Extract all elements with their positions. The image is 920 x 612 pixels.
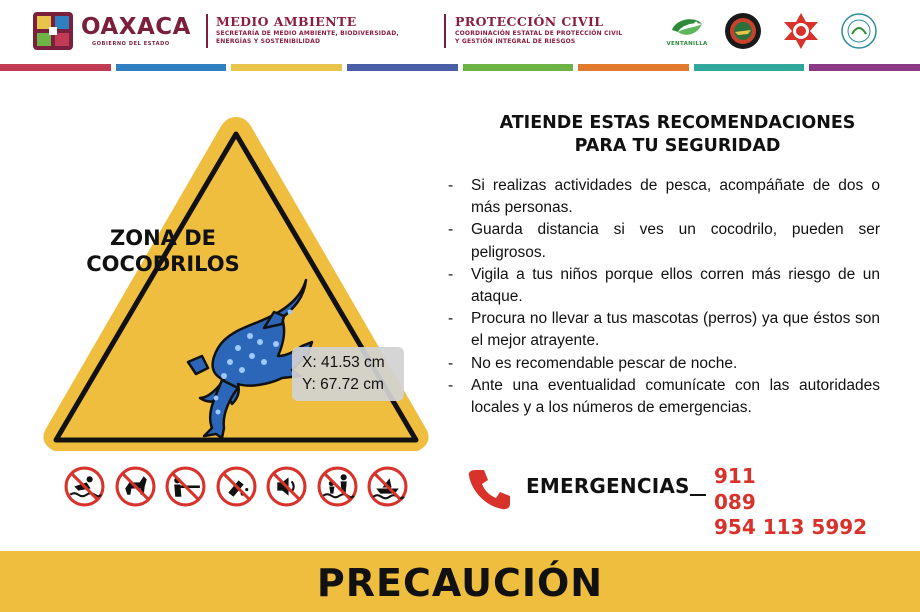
environment-subtitle-2: ENERGÍAS Y SOSTENIBILIDAD <box>216 38 321 45</box>
header <box>0 0 920 64</box>
bullet-dash: - <box>448 221 454 239</box>
emergency-number[interactable]: 089 <box>714 489 756 514</box>
government-name: OAXACA <box>81 14 191 40</box>
measurement-tooltip <box>292 347 404 401</box>
civil-protection-subtitle-2: Y GESTIÓN INTEGRAL DE RIESGOS <box>455 38 576 45</box>
footer-banner <box>0 551 920 612</box>
list-item: - Si realizas actividades de pesca, acompáñate de dos o más personas. <box>448 177 880 217</box>
no-swimming-icon <box>64 466 105 507</box>
list-item: - Vigila a tus niños porque ellos corren más riesgo de un ataque. <box>448 265 880 306</box>
color-stripe-bar <box>0 64 920 71</box>
color-stripe <box>231 64 342 71</box>
no-wading-icon <box>317 466 358 507</box>
environment-subtitle-1: SECRETARÍA DE MEDIO AMBIENTE, BIODIVERSIDAD, <box>216 30 399 37</box>
measurement-x: X: 41.53 cm <box>302 354 385 371</box>
color-stripe <box>116 64 227 71</box>
sign-line-2: COCODRILOS <box>86 252 240 276</box>
list-item: - Guarda distancia si ves un cocodrilo, pueden ser peligrosos. <box>448 221 880 261</box>
no-dogs-icon <box>115 466 156 507</box>
oaxaca-logo-icon <box>33 12 73 50</box>
partner-label: VENTANILLA <box>666 41 708 47</box>
phone-icon <box>466 466 512 512</box>
prohibition-icons <box>64 466 408 510</box>
bullet-dash: - <box>448 265 454 283</box>
header-divider <box>444 14 446 48</box>
sign-line-1: ZONA DE <box>110 226 216 250</box>
bullet-dash: - <box>448 376 454 394</box>
crocodile-warning-sign <box>38 112 434 458</box>
no-noise-icon <box>266 466 307 507</box>
no-boating-icon <box>367 466 408 507</box>
seal-logo-icon <box>724 12 762 50</box>
coordination-seal-logo-icon <box>840 12 878 50</box>
color-stripe <box>694 64 805 71</box>
color-stripe <box>463 64 574 71</box>
emergency-label: EMERGENCIAS <box>526 474 690 498</box>
emergency-number[interactable]: 954 113 5992 <box>714 515 868 539</box>
no-feeding-icon <box>216 466 257 507</box>
measurement-y: Y: 67.72 cm <box>302 376 384 393</box>
bullet-dash: - <box>448 177 454 194</box>
bullet-dash: - <box>448 310 454 328</box>
recommendations-title-line-2: PARA TU SEGURIDAD <box>574 136 781 156</box>
color-stripe <box>347 64 458 71</box>
emergency-numbers <box>714 464 867 541</box>
no-hunting-icon <box>165 466 206 507</box>
color-stripe <box>0 64 111 71</box>
list-item: - Ante una eventualidad comunícate con las autoridades locales y a los números de emergencias. <box>448 376 880 417</box>
firefighters-logo-icon <box>782 12 820 50</box>
color-stripe <box>809 64 920 71</box>
list-item: - Procura no llevar a tus mascotas (perros) ya que éstos son el mejor atrayente. <box>448 310 880 350</box>
bullet-dash: - <box>448 354 454 372</box>
header-divider <box>206 14 208 48</box>
color-stripe <box>578 64 689 71</box>
emergency-number[interactable]: 911 <box>714 464 756 488</box>
recommendations-title <box>450 112 905 158</box>
civil-protection-subtitle-1: COORDINACIÓN ESTATAL DE PROTECCIÓN CIVIL <box>455 30 623 37</box>
list-item: - No es recomendable pescar de noche. <box>446 353 880 375</box>
environment-title: MEDIO AMBIENTE <box>216 14 357 29</box>
government-subtitle: GOBIERNO DEL ESTADO <box>92 41 170 47</box>
footer-text: PRECAUCIÓN <box>316 561 604 605</box>
emergency-underline <box>690 494 706 496</box>
civil-protection-title: PROTECCIÓN CIVIL <box>455 14 604 29</box>
recommendations-list <box>446 175 880 419</box>
recommendations-title-line-1: ATIENDE ESTAS RECOMENDACIONES <box>499 113 856 133</box>
